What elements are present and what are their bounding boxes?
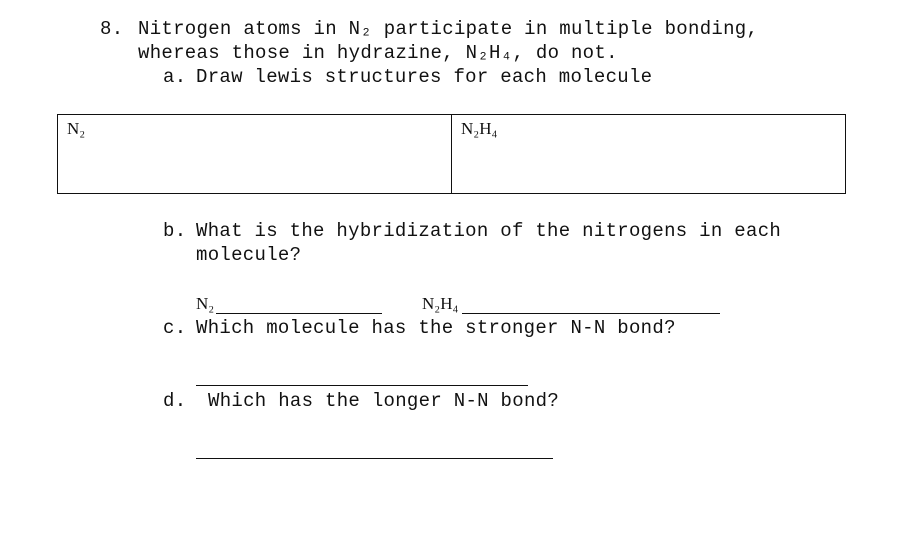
lewis-structure-table [57,114,846,194]
part-a-label: a. [163,66,187,88]
part-b-text-line1: What is the hybridization of the nitrogens in each [196,220,782,242]
n2h4-hybridization-answer-line[interactable] [462,313,720,314]
part-a-text: Draw lewis structures for each molecule [196,66,653,88]
part-d-label: d. [163,390,187,412]
part-b-text-line2: molecule? [196,244,302,266]
part-c-answer-line[interactable] [196,385,528,386]
part-b-label: b. [163,220,187,242]
question-number: 8. [100,18,124,40]
n2h4-cell-header: N₂H₄ [461,119,498,138]
n2h4-drawing-cell[interactable] [452,115,846,194]
question-text-line2: whereas those in hydrazine, N₂H₄, do not. [138,42,618,64]
n2h4-hybridization-label: N₂H₄ [422,294,459,313]
question-text-line1: Nitrogen atoms in N₂ participate in multiple bonding, [138,18,759,40]
part-d-answer-line[interactable] [196,458,553,459]
n2-cell-header: N₂ [67,119,86,138]
part-d-text: Which has the longer N-N bond? [208,390,560,412]
part-c-label: c. [163,317,187,339]
n2-hybridization-answer-line[interactable] [216,313,382,314]
n2-drawing-cell[interactable] [58,115,452,194]
part-c-text: Which molecule has the stronger N-N bond? [196,317,676,339]
n2-hybridization-label: N₂ [196,294,215,313]
